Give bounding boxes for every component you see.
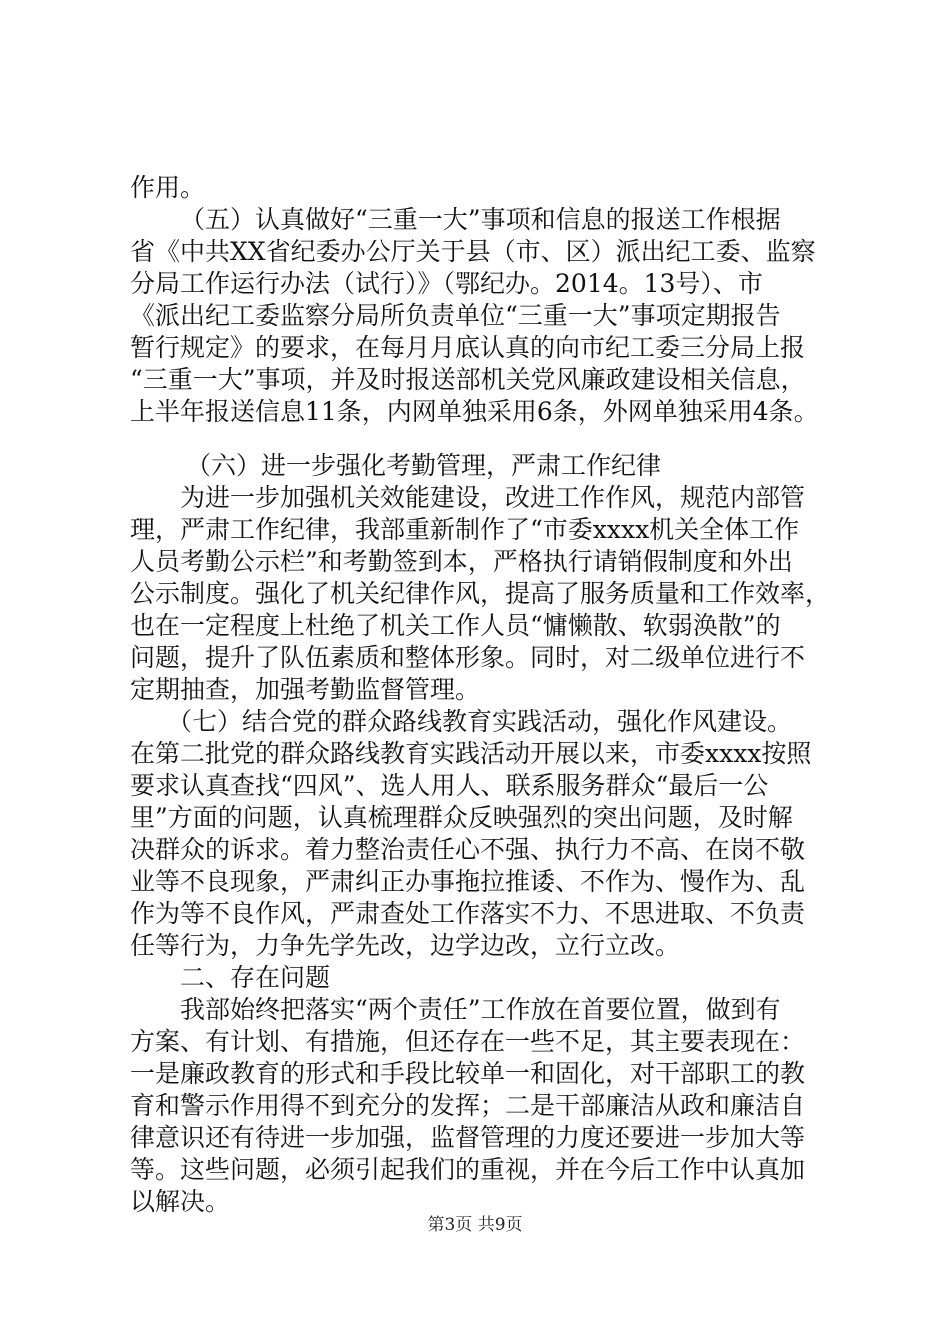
text-line: 也在一定程度上杜绝了机关工作人员“慵懒散、软弱涣散”的	[130, 611, 781, 640]
paragraph-heading-6: （六）进一步强化考勤管理，严肃工作纪律	[186, 451, 662, 480]
text-line: 暂行规定》的要求，在每月月底认真的向市纪工委三分局上报	[130, 333, 806, 362]
body-text	[130, 172, 830, 1218]
text-line: 决群众的诉求。着力整治责任心不强、执行力不高、在岗不敬	[130, 835, 806, 864]
text-line: 省《中共XX省纪委办公厅关于县（市、区）派出纪工委、监察	[130, 237, 816, 266]
text-line: 人员考勤公示栏”和考勤签到本，严格执行请销假制度和外出	[130, 547, 793, 576]
text-line: 一是廉政教育的形式和手段比较单一和固化，对干部职工的教	[130, 1059, 806, 1088]
text-line: 任等行为，力争先学先改，边学边改，立行立改。	[130, 931, 681, 960]
paragraph-heading-5: （五）认真做好“三重一大”事项和信息的报送工作根据	[180, 205, 781, 234]
text-line: 上半年报送信息11条，内网单独采用6条，外网单独采用4条。	[130, 397, 819, 426]
page-footer	[0, 1214, 950, 1236]
text-line: 《派出纪工委监察分局所负责单位“三重一大”事项定期报告	[130, 301, 781, 330]
text-line: 为进一步加强机关效能建设，改进工作作风，规范内部管	[180, 483, 806, 512]
text-line: 等。这些问题，必须引起我们的重视，并在今后工作中认真加	[130, 1155, 806, 1184]
text-line: 育和警示作用得不到充分的发挥；二是干部廉洁从政和廉洁自	[130, 1091, 806, 1120]
text-line: 方案、有计划、有措施，但还存在一些不足，其主要表现在：	[130, 1027, 806, 1056]
text-line: 作用。	[130, 173, 206, 202]
text-line: 分局工作运行办法（试行）》（鄂纪办。2014。13号）、市	[130, 269, 763, 298]
text-line: 定期抽查，加强考勤监督管理。	[130, 675, 481, 704]
text-line: 业等不良现象，严肃纠正办事拖拉推诿、不作为、慢作为、乱	[130, 867, 806, 896]
text-line: 律意识还有待进一步加强，监督管理的力度还要进一步加大等	[130, 1123, 806, 1152]
text-line: 要求认真查找“四风”、选人用人、联系服务群众“最后一公	[130, 771, 769, 800]
paragraph-gap	[130, 428, 830, 450]
text-line: “三重一大”事项，并及时报送部机关党风廉政建设相关信息，	[130, 365, 806, 394]
text-line: 公示制度。强化了机关纪律作风，提高了服务质量和工作效率，	[130, 579, 831, 608]
text-line: 里”方面的问题，认真梳理群众反映强烈的突出问题，及时解	[130, 803, 793, 832]
page-number: 第3页 共9页	[427, 1215, 523, 1235]
text-line: 作为等不良作风，严肃查处工作落实不力、不思进取、不负责	[130, 899, 806, 928]
text-line: 以解决。	[130, 1187, 231, 1216]
text-line: 问题，提升了队伍素质和整体形象。同时，对二级单位进行不	[130, 643, 806, 672]
text-line: 理，严肃工作纪律，我部重新制作了“市委xxxx机关全体工作	[130, 515, 800, 544]
paragraph-heading-7: （七）结合党的群众路线教育实践活动，强化作风建设。	[167, 707, 793, 736]
text-line: 在第二批党的群众路线教育实践活动开展以来，市委xxxx按照	[130, 739, 812, 768]
text-line: 我部始终把落实“两个责任”工作放在首要位置，做到有	[180, 995, 781, 1024]
section-heading-2: 二、存在问题	[180, 963, 331, 992]
